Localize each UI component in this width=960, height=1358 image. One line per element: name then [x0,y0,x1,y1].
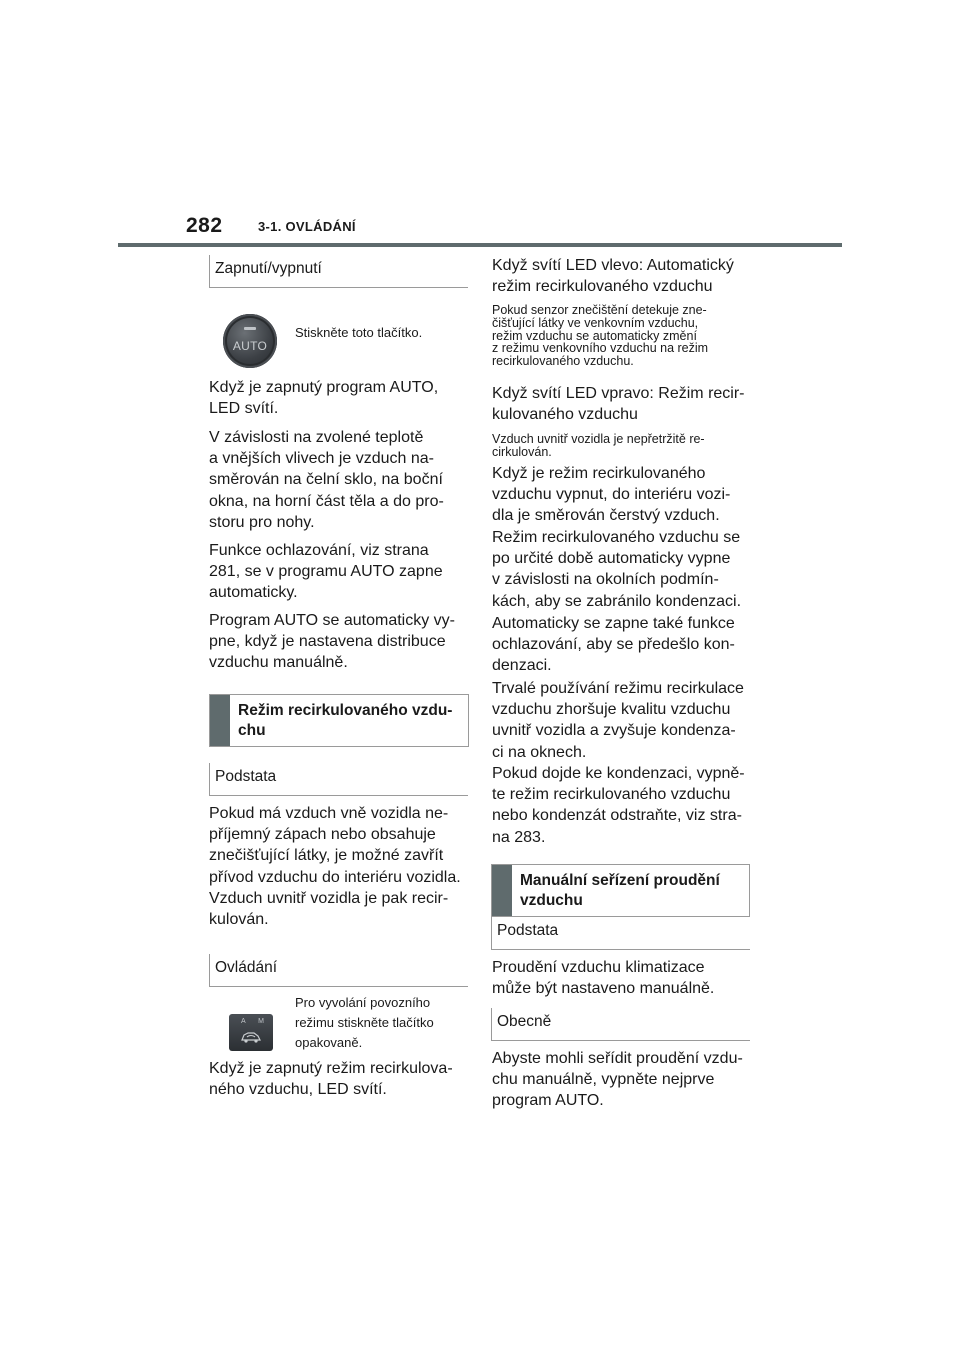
recirculation-caption: Pro vyvolání povozního režimu stiskněte tlačítko opakovaně. [295,995,434,1050]
paragraph-recirc-off: Když je režim recirkulovaného vzduchu vypnut, do interiéru vozi- dla je směrován čerstvý vzduch. [492,465,731,525]
paragraph-auto-off: Program AUTO se automaticky vy- pne, když je nastavena distribuce vzduchu manuálně. [209,612,455,672]
subheading-principle: Podstata [209,763,468,796]
paragraph-recirc-led: Když je zapnutý režim recirkulova- ného vzduchu, LED svítí. [209,1060,453,1099]
subheading-principle-2: Podstata [491,917,750,950]
paragraph-auto-switch-off: Režim recirkulovaného vzduchu se po určité době automaticky vypne v závislosti na okolních podmín- kách, aby se zabránilo kondenzaci. [492,529,742,610]
note-continuous-recirc: Vzduch uvnitř vozidla je nepřetržitě re- cirkulován. [492,432,705,459]
recirculation-button-icon [229,1014,273,1051]
section-heading-manual-airflow [491,864,750,917]
subheading-on-off: Zapnutí/vypnutí [209,255,468,288]
paragraph-condensation: Pokud dojde ke kondenzaci, vypně- te režim recirkulovaného vzduchu nebo kondenzát odstraňte, viz stra- na 283. [492,765,745,846]
heading-bar [210,695,230,746]
subheading-general: Obecně [491,1008,750,1041]
car-recirculation-icon [240,1028,262,1044]
paragraph-cooling: Funkce ochlazování, viz strana 281, se v programu AUTO zapne automaticky. [209,542,443,602]
paragraph-cooling-on: Automaticky se zapne také funkce ochlazování, aby se předešlo kon- denzaci. [492,615,735,675]
auto-caption: Stiskněte toto tlačítko. [295,325,423,340]
led-indicator-icon [244,327,256,330]
auto-button-icon [223,314,277,368]
paragraph-recirculation-principle: Pokud má vzduch vně vozidla ne- příjemný zápach nebo obsahuje znečišťující látky, je možné zavřít přívod vzduchu do interiéru vozidla. Vzduch uvnitř vozidla je pak recir- kulován. [209,805,461,929]
auto-button-label: AUTO [232,339,268,353]
recirc-label-a: A [241,1018,246,1025]
paragraph-manual-airflow: Proudění vzduchu klimatizace může být nastaveno manuálně. [492,959,715,998]
section-heading-recirculation [209,694,469,747]
subheading-controls: Ovládání [209,954,468,987]
recirc-label-m: M [258,1018,264,1025]
header-rule [118,243,842,247]
chapter-title: 3-1. OVLÁDÁNÍ [258,219,356,234]
heading-bar [492,865,512,916]
note-pollution-sensor: Pokud senzor znečištění detekuje zne- čišťující látky ve venkovním vzduchu, režim vzduchu se automaticky změní z režimu venkovního vzduchu na režim recirkulovaného vzduchu. [492,303,709,369]
heading-text: Manuální seřízení proudění vzduchu [520,872,720,909]
paragraph-auto-led: Když je zapnutý program AUTO, LED svítí. [209,379,439,418]
page-number: 282 [186,214,223,237]
heading-text: Režim recirkulovaného vzdu- chu [238,702,453,739]
paragraph-led-right: Když svítí LED vpravo: Režim recir- kulovaného vzduchu [492,385,745,424]
paragraph-disable-auto: Abyste mohli seřídit proudění vzdu- chu manuálně, vypněte nejprve program AUTO. [492,1050,743,1110]
paragraph-led-left: Když svítí LED vlevo: Automatický režim recirkulovaného vzduchu [492,257,734,296]
paragraph-air-distribution: V závislosti na zvolené teplotě a vnějších vlivech je vzduch na- směrován na čelní sklo, na boční okna, na horní část těla a do pro- storu pro nohy. [209,429,444,531]
paragraph-permanent-use: Trvalé používání režimu recirkulace vzduchu zhoršuje kvalitu vzduchu uvnitř vozidla a zvyšuje kondenza- ci na oknech. [492,680,744,761]
